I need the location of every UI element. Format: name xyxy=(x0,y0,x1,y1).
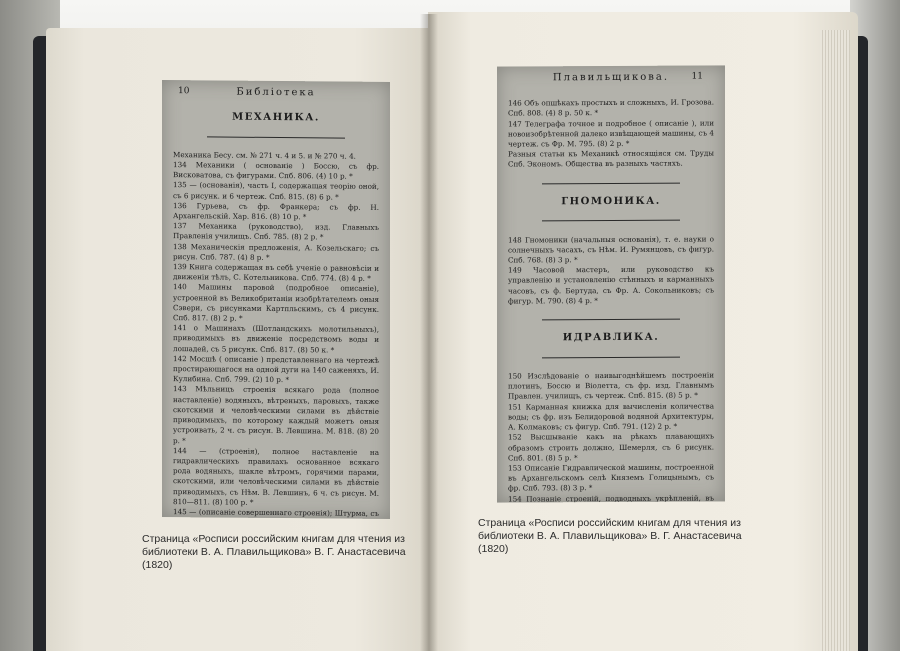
right-plate-body-bottom: 150 Изслѣдованiе о наивыгоднѣйшемъ построенiи плотинъ, Боссю и Віолетта, съ фр. изд. Главнымъ Правлен. училищъ, съ чертеж. Спб. 815. (8) 5 р. * 151 Карманная книжка для вычисленiя количества воды; съ фр. изъ Белидоровой водяной Архитектуры, А. Колмаковъ; съ фигур. Спб. 791. (12) 2 р. * 152 Высшыванiе какъ на рѣкахъ плавающихъ образомъ строить должно, Шемерля, съ 6 рисунк. Спб. 801. (8) 5 р. * 153 Описанiе Гидравлической машины, построенной въ Архангельскомъ селѣ Княземъ Голицынымъ, съ фр. Спб. 793. (8) 3 р. * 154 Познанiе строенiй, подводныхъ укрѣпленiй, въ xyxy=(508,370,714,503)
section-divider xyxy=(542,357,680,359)
right-plate-running-head: Плавильщикова. xyxy=(552,71,670,84)
left-plate-page-number: 10 xyxy=(178,86,190,97)
left-plate-section-title: МЕХАНИКА. xyxy=(232,111,320,124)
right-plate-body-top: 146 Объ опшѣкахъ простыхъ и сложныхъ, И. Грозова. Спб. 808. (4) 8 р. 50 к. * 147 Телеграфа точное и подробное ( описанiе ), или новоизобрѣтенной далеко извѣщающей машины, съ 4 чертеж. съ Фр. М. 795. (8) 2 р. * Разныя статьи къ Механикѣ относящiяся см. Труды Спб. Экономъ. Общества въ разныхъ частяхъ. xyxy=(508,97,714,169)
right-plate-content xyxy=(508,87,714,502)
section-divider xyxy=(207,136,345,138)
section-divider xyxy=(542,182,680,184)
left-plate-body-text: Механика Бесу. см. № 271 ч. 4 и 5. и № 270 ч. 4. 134 Механики ( основанiе ) Боссю, съ фр. Висковатова, съ фигурами. Спб. 806. (4) 10 р. * 135 — (основанiя), часть I, содержащая теорiю оной, съ 6 рисунк. и 6 чертеж. Спб. 815. (8) 6 р. * 136 Гурьева, съ фр. Франкера; съ фр. Н. Архангельскiй. Хар. 816. (8) 10 р. * 137 Механика (руководство), изд. Главныхъ Правленiя училищъ. Спб. 785. (8) 2 р. * 138 Механическiя предложенiя, А. Козельскаго; съ рисун. Спб. 787. (4) 8 р. * 139 Книга содержащая въ себѣ ученiе о равновѣсiи и движенiи тѣлъ, С. Котельникова. Спб. 774. (8) 4 р. * 140 Машины паровой (подробное описанiе), устроенной въ Великобританiи изобрѣтателемъ оныя Сэвери, съ рисунками Картпльскимъ, съ 4 рисунк. Спб. 817. (8) 2 р. * 141 о Машинахъ (Шотландскихъ молотильныхъ), приводимыхъ въ движенiе посредствомъ воды и лошадей, съ 5 рисунк. Спб. 817. (8) 50 к. * 142 Мосшѣ ( описанiе ) представленнаго на чертежѣ простирающагося на одной дуги на 140 саженяхъ, И. Кулибина. Спб. 799. (2) 10 р. * 143 Мѣльницъ строенiя всякаго рода (полное наставленiе) водяныхъ, вѣтреныхъ, паровыхъ, также скотскими и человѣческими силами въ дѣйствiе приводимыхъ, по которому каждый можетъ оныя устроивать, 2 ч. съ рисун. В. Левшина. М. 818. (8) 20 р. * 144 — (строенiя), полное наставленiе на гидравлическихъ правилахъ основанное всякаго рода водяныхъ, шаклe вѣтромъ, горячими парами, скотскими, или человѣческими силами въ дѣйствiе приводимыхъ, съ Нѣм. В. Левшинъ, 6 ч. съ рисун. М. 810—811. (8) 100 р. * 145 — (описанiе совершеннаго строенiя); Штурма, съ xyxy=(173,149,379,518)
left-plate-running-head: Библiотека xyxy=(236,86,316,99)
right-plate-section-title-idravlika: ИДРАВЛИКА. xyxy=(562,332,660,344)
book-gutter xyxy=(420,14,438,651)
right-plate-body-mid: 148 Гномоники (начальныя основанiя), т. е. науки о солнечныхъ часахъ, съ Нѣм. И. Румянцовъ, съ фигур. Спб. 768. (8) 3 р. * 149 Часовой мастеръ, или руководство къ управленiю и установленiю стѣнныхъ и карманныхъ часовъ, съ ф. Бертуда, съ Фр. А. Сокольниковъ; съ фигур. М. 790. (8) 4 р. * xyxy=(508,234,714,306)
left-facsimile-plate xyxy=(162,80,390,519)
right-caption: Страница «Росписи российским книгам для чтения из библиотеки В. А. Плавильщикова» В. Г. Анастасевича (1820) xyxy=(478,517,742,555)
left-caption: Страница «Росписи российским книгам для чтения из библиотеки В. А. Плавильщикова» В. Г. Анастасевича (1820) xyxy=(142,533,406,571)
section-divider xyxy=(542,220,680,222)
section-divider xyxy=(542,319,680,321)
page-edges xyxy=(820,30,850,651)
right-plate-page-number: 11 xyxy=(691,71,703,82)
right-facsimile-plate xyxy=(497,65,725,502)
right-plate-section-title-gnomonika: ГНОМОНИКА. xyxy=(561,195,661,208)
left-plate-content xyxy=(173,102,379,519)
